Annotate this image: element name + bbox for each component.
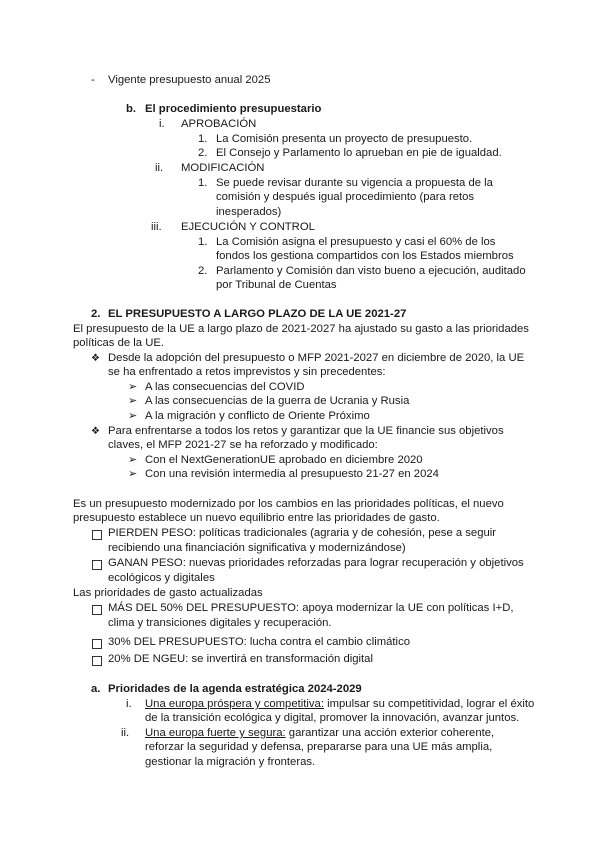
checklist-text: 30% DEL PRESUPUESTO: lucha contra el cambio climático xyxy=(108,636,410,648)
section-heading: Prioridades de la agenda estratégica 2024-2029 xyxy=(108,683,362,695)
subsection-label: MODIFICACIÓN xyxy=(181,162,265,174)
checklist-text-continuation: recibiendo una financiación significativa y modernizándose) xyxy=(108,542,406,554)
section-marker: 2. xyxy=(91,308,101,320)
list-item xyxy=(145,726,494,741)
list-item-continuation: fondos los gestiona compartidos con los Estados miembros xyxy=(216,250,514,262)
list-item: Se puede revisar durante su vigencia a propuesta de la xyxy=(216,177,493,189)
diamond-bullet-icon: ❖ xyxy=(91,353,100,364)
checkbox-icon[interactable] xyxy=(92,639,102,649)
checkbox-icon[interactable] xyxy=(92,560,102,570)
arrow-bullet-icon: ➢ xyxy=(128,468,138,480)
item-rest: impulsar su competitividad, lograr el éxito xyxy=(323,698,535,710)
roman-marker: i. xyxy=(126,698,132,710)
number-marker: 1. xyxy=(198,177,208,189)
section-heading: El procedimiento presupuestario xyxy=(145,103,322,115)
dash-bullet: - xyxy=(91,74,95,86)
sub-bullet-text: Con el NextGenerationUE aprobado en diciembre 2020 xyxy=(145,454,423,466)
number-marker: 1. xyxy=(198,236,208,248)
checkbox-icon[interactable] xyxy=(92,656,102,666)
roman-marker: iii. xyxy=(151,221,162,233)
item-rest: garantizar una acción exterior coherente, xyxy=(285,727,495,739)
checklist-text: PIERDEN PESO: políticas tradicionales (agraria y de cohesión, pese a seguir xyxy=(108,527,497,539)
bullet-text-continuation: claves, el MFP 2021-27 se ha reforzado y modificado: xyxy=(108,439,378,451)
list-item: Vigente presupuesto anual 2025 xyxy=(108,74,271,86)
checklist-text: MÁS DEL 50% DEL PRESUPUESTO: apoya modernizar la UE con políticas I+D, xyxy=(108,602,514,614)
roman-marker: i. xyxy=(159,118,165,130)
arrow-bullet-icon: ➢ xyxy=(128,410,138,422)
roman-marker: ii. xyxy=(155,162,164,174)
paragraph-line: Es un presupuesto modernizado por los cambios en las prioridades políticas, el nuevo xyxy=(73,498,504,510)
paragraph-line: políticas de la UE. xyxy=(73,337,165,349)
checklist-text-continuation: clima y transiciones digitales y recuperación. xyxy=(108,617,332,629)
list-item: La Comisión asigna el presupuesto y casi el 60% de los xyxy=(216,236,496,248)
arrow-bullet-icon: ➢ xyxy=(128,454,138,466)
checklist-text: 20% DE NGEU: se invertirá en transformación digital xyxy=(108,653,373,665)
paragraph-line: Las prioridades de gasto actualizadas xyxy=(73,587,263,599)
underlined-phrase: Una europa próspera y competitiva: xyxy=(145,698,324,710)
list-item-continuation: por Tribunal de Cuentas xyxy=(216,279,337,291)
bullet-text: Desde la adopción del presupuesto o MFP 2021-2027 en diciembre de 2020, la UE xyxy=(108,352,525,364)
sub-bullet-text: Con una revisión intermedia al presupuesto 21-27 en 2024 xyxy=(145,468,439,480)
checklist-text-continuation: ecológicos y digitales xyxy=(108,572,215,584)
list-item-continuation: inesperados) xyxy=(216,206,282,218)
sub-bullet-text: A las consecuencias del COVID xyxy=(145,381,305,393)
checklist-text: GANAN PESO: nuevas prioridades reforzadas para lograr recuperación y objetivos xyxy=(108,557,524,569)
bullet-text-continuation: se ha enfrentado a retos imprevistos y sin precedentes: xyxy=(108,366,386,378)
number-marker: 2. xyxy=(198,147,208,159)
checkbox-icon[interactable] xyxy=(92,605,102,615)
diamond-bullet-icon: ❖ xyxy=(91,426,100,437)
roman-marker: ii. xyxy=(121,727,130,739)
list-item: Parlamento y Comisión dan visto bueno a ejecución, auditado xyxy=(216,265,526,277)
list-item-continuation: de la transición ecológica y digital, promover la innovación, avanzar juntos. xyxy=(145,712,520,724)
paragraph-line: presupuesto establece un nuevo equilibrio entre las prioridades de gasto. xyxy=(73,512,440,524)
underlined-phrase: Una europa fuerte y segura: xyxy=(145,727,286,739)
list-item-continuation: comisión y después igual procedimiento (para retos xyxy=(216,191,475,203)
subsection-label: EJECUCIÓN Y CONTROL xyxy=(181,221,315,233)
list-item: El Consejo y Parlamento lo aprueban en pie de igualdad. xyxy=(216,147,502,159)
checkbox-icon[interactable] xyxy=(92,530,102,540)
sub-bullet-text: A las consecuencias de la guerra de Ucrania y Rusia xyxy=(145,395,410,407)
list-item: La Comisión presenta un proyecto de presupuesto. xyxy=(216,133,473,145)
list-item-continuation: gestionar la migración y fronteras. xyxy=(145,756,316,768)
list-item xyxy=(145,697,534,712)
sub-bullet-text: A la migración y conflicto de Oriente Próximo xyxy=(145,410,370,422)
subsection-label: APROBACIÓN xyxy=(181,118,257,130)
list-item-continuation: reforzar la seguridad y defensa, prepararse para una UE más amplia, xyxy=(145,741,493,753)
number-marker: 2. xyxy=(198,265,208,277)
arrow-bullet-icon: ➢ xyxy=(128,395,138,407)
paragraph-line: El presupuesto de la UE a largo plazo de 2021-2027 ha ajustado su gasto a las prioridades xyxy=(73,323,529,335)
arrow-bullet-icon: ➢ xyxy=(128,381,138,393)
section-marker: a. xyxy=(91,683,101,695)
bullet-text: Para enfrentarse a todos los retos y garantizar que la UE financie sus objetivos xyxy=(108,425,504,437)
section-heading: EL PRESUPUESTO A LARGO PLAZO DE LA UE 2021-27 xyxy=(108,308,407,320)
section-marker: b. xyxy=(126,103,137,115)
number-marker: 1. xyxy=(198,133,208,145)
